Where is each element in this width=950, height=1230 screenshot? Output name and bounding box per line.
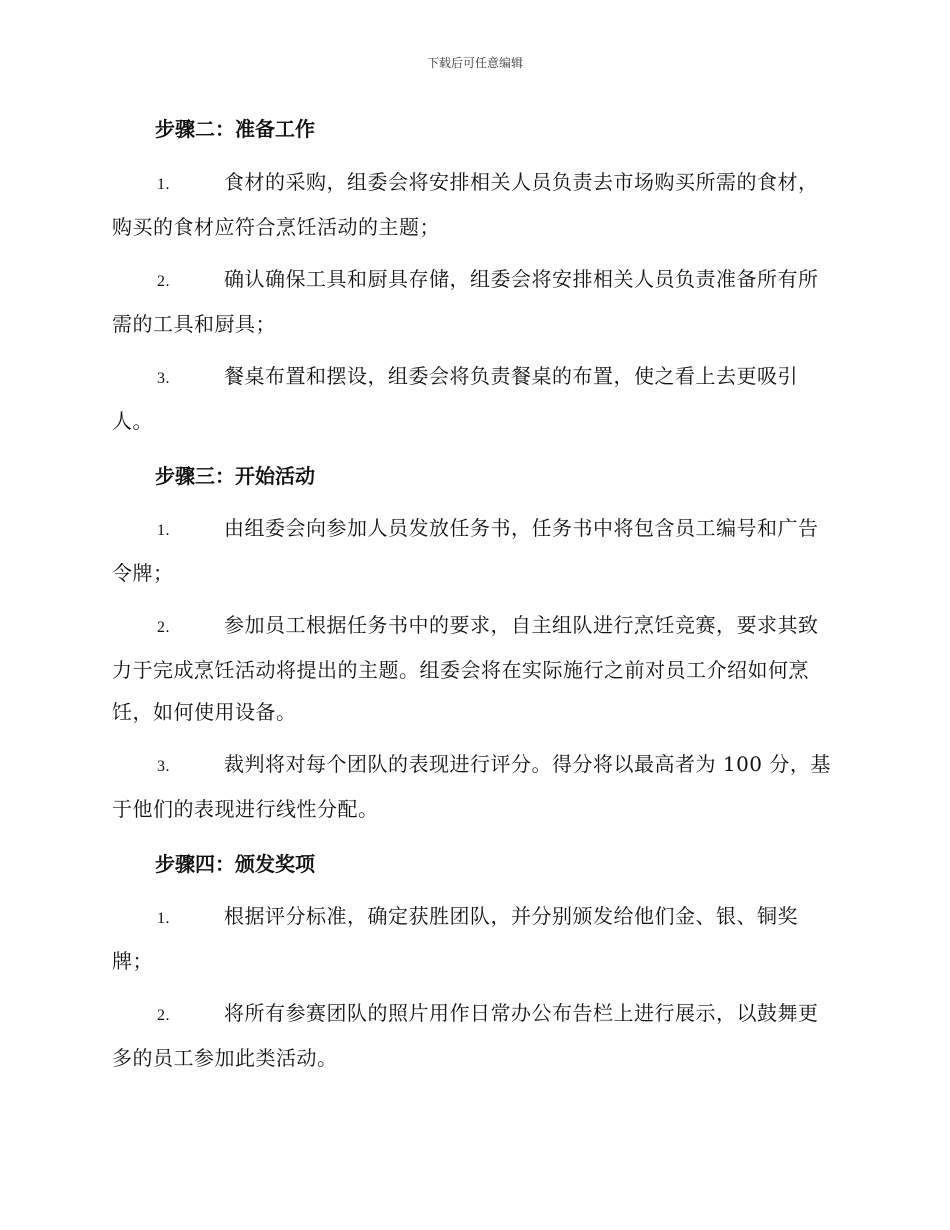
- list-item-text: 确认确保工具和厨具存储，组委会将安排相关人员负责准备所有所需的工具和厨具；: [112, 267, 819, 336]
- list-item-number: 3.: [157, 370, 170, 387]
- list-item: [112, 743, 834, 830]
- list-item-number: 1.: [157, 176, 170, 193]
- list-item: [112, 895, 834, 982]
- list-item-text: 参加员工根据任务书中的要求，自主组队进行烹饪竞赛，要求其致力于完成烹饪活动将提出的主题。组委会将在实际施行之前对员工介绍如何烹饪，如何使用设备。: [112, 613, 819, 724]
- list-item: [112, 161, 834, 248]
- page-header: 下载后可任意编辑: [426, 56, 523, 70]
- list-item-number: 3.: [157, 758, 170, 775]
- list-item-text: 根据评分标准，确定获胜团队，并分别颁发给他们金、银、铜奖牌；: [112, 904, 798, 973]
- list-item: [112, 355, 834, 442]
- list-item: [112, 258, 834, 345]
- list-item-number: 1.: [157, 522, 170, 539]
- list-item-text: 裁判将对每个团队的表现进行评分。得分将以最高者为 100 分，基于他们的表现进行线性分配。: [112, 752, 831, 821]
- list-item-text: 将所有参赛团队的照片用作日常办公布告栏上进行展示，以鼓舞更多的员工参加此类活动。: [112, 1001, 819, 1070]
- list-item-text: 餐桌布置和摆设，组委会将负责餐桌的布置，使之看上去更吸引人。: [112, 364, 798, 433]
- list-item-text: 由组委会向参加人员发放任务书，任务书中将包含员工编号和广告令牌；: [112, 516, 819, 585]
- list-item-number: 1.: [157, 910, 170, 927]
- list-item-number: 2.: [157, 1007, 170, 1024]
- section-title-step-2: 步骤二：准备工作: [155, 117, 315, 141]
- list-item-number: 2.: [157, 273, 170, 290]
- list-item-text: 食材的采购，组委会将安排相关人员负责去市场购买所需的食材，购买的食材应符合烹饪活动的主题；: [112, 170, 819, 239]
- list-item: [112, 507, 834, 594]
- list-item: [112, 604, 834, 733]
- list-item: [112, 992, 834, 1079]
- section-title-step-3: 步骤三：开始活动: [155, 464, 315, 488]
- section-title-step-4: 步骤四：颁发奖项: [155, 852, 315, 876]
- list-item-number: 2.: [157, 619, 170, 636]
